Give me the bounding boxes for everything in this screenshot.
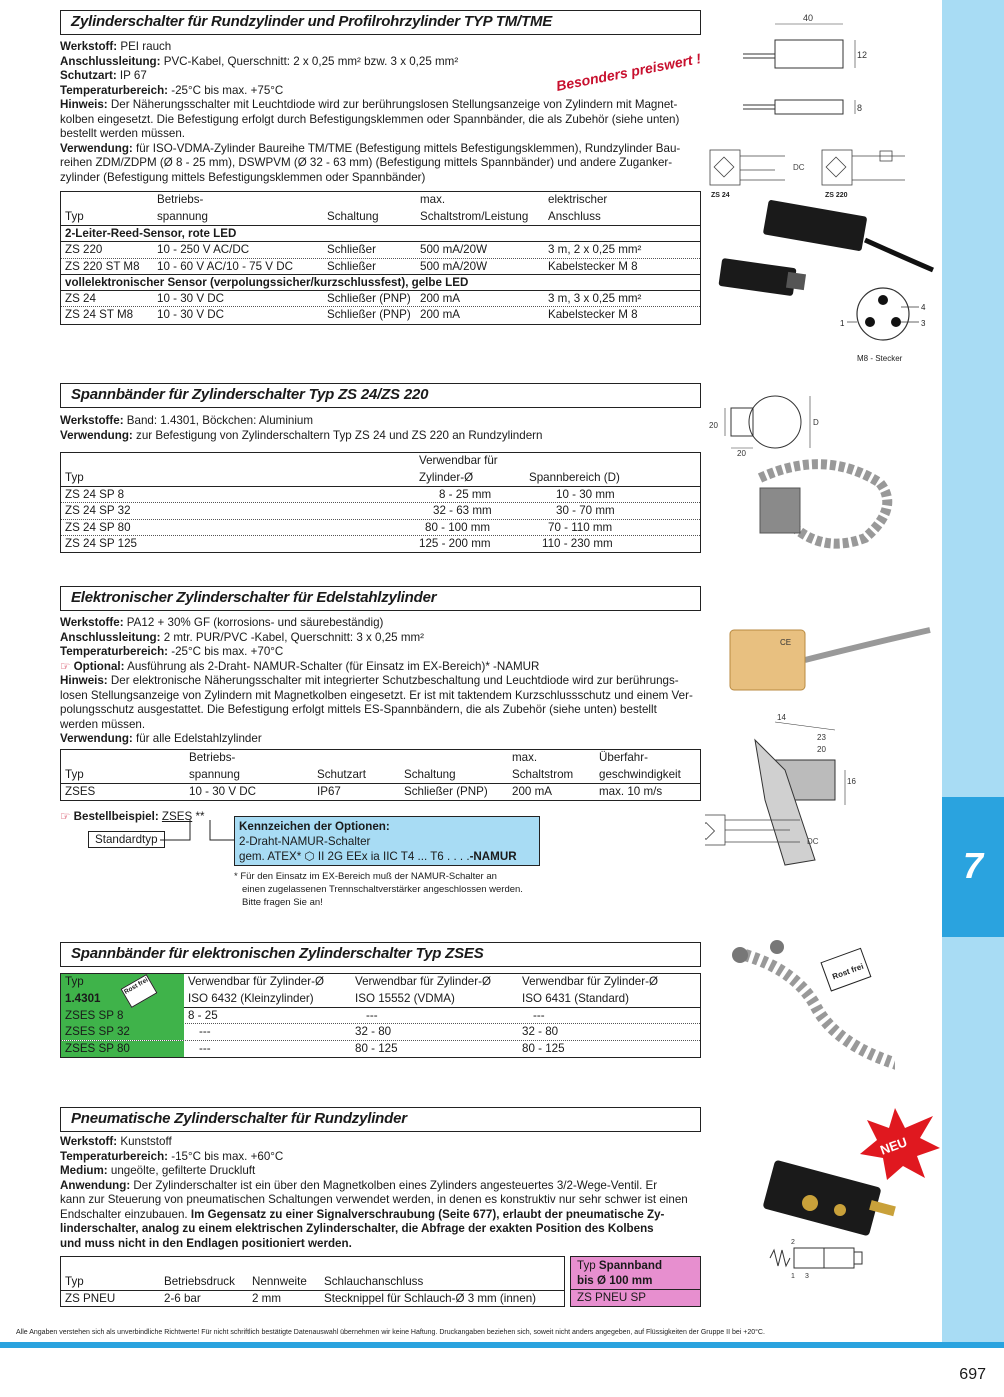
s2-line: Verwendung: zur Befestigung von Zylinderschaltern Typ ZS 24 und ZS 220 an Rundzylindern bbox=[60, 428, 543, 442]
stamp-preiswert: Besonders preiswert ! bbox=[554, 50, 703, 94]
table-row[interactable]: ZSES 10 - 30 V DC IP67 Schließer (PNP) 200 mA max. 10 m/s bbox=[65, 785, 663, 798]
footer-disclaimer: Alle Angaben verstehen sich als unverbindliche Richtwerte! Für nicht schriftlich bestätigte Datenauswahl übernehmen wir keine Haftung. Druckangaben beziehen sich, soweit nicht anders angegeben, auf Flüssigkeiten der Gruppe II bei +20°C. bbox=[16, 1329, 765, 1336]
dim-20: 20 bbox=[709, 421, 718, 430]
table-header: Betriebs- max. elektrischer bbox=[157, 193, 608, 206]
pneu-symbol-icon bbox=[770, 1248, 862, 1268]
table-zs-pneu bbox=[60, 1256, 565, 1307]
pin-3: 3 bbox=[921, 319, 926, 328]
table-row[interactable]: ZSES SP 32 --- 32 - 80 32 - 80 bbox=[61, 1024, 700, 1040]
s5-line: kann zur Steuerung von pneumatischen Schaltungen verwendet werden, in denen es konstruktiv nur sehr schwer ist einen bbox=[60, 1193, 688, 1206]
bottom-bar bbox=[0, 1342, 1004, 1348]
table-header: Verwendbar für bbox=[419, 454, 498, 467]
section-title-spannbaender: Spannbänder für Zylinderschalter Typ ZS 24/ZS 220 bbox=[60, 383, 701, 408]
zs220-label: ZS 220 bbox=[825, 192, 848, 199]
s5-line: Anwendung: Der Zylinderschalter ist ein über den Magnetkolben eines Zylinders angesteuertes 3/2-Wege-Ventil. Er bbox=[60, 1178, 658, 1192]
option-atex: gem. ATEX* ⬡ II 2G EEx ia IIC T4 ... T6 . . . .-NAMUR bbox=[239, 850, 517, 863]
s3-line: Temperaturbereich: -25°C bis max. +70°C bbox=[60, 645, 284, 658]
atex-footnote: * Für den Einsatz im EX-Bereich muß der NAMUR-Schalter an einen zugelassenen Trennschaltverstärker angeschlossen werden. Bitte fragen Sie an! bbox=[234, 871, 523, 908]
table-row[interactable]: ZS 24 10 - 30 V DC Schließer (PNP) 200 mA 3 m, 3 x 0,25 mm² bbox=[61, 291, 700, 307]
dim-8: 8 bbox=[857, 103, 863, 113]
s5-line: linderschalter, analog zu einem elektrischen Zylinderschalter, die Abfrage der exakten Position des Kolbens bbox=[60, 1222, 654, 1235]
dc-label: DC bbox=[807, 837, 819, 846]
s2-figures bbox=[705, 388, 925, 568]
s3-line: Werkstoffe: PA12 + 30% GF (korrosions- und säurebeständig) bbox=[60, 616, 384, 629]
rostfrei-stamp-text: Rost frei bbox=[831, 961, 865, 982]
s1-line: kolben eingesetzt. Die Befestigung erfolgt durch Befestigungsklemmen oder Spannbänder, die als Zubehör (siehe unten) bbox=[60, 112, 680, 126]
zses-mount-drawing-icon bbox=[755, 722, 845, 865]
pneu-valve-photo-icon bbox=[762, 1160, 895, 1237]
dc-label: DC bbox=[793, 163, 805, 172]
s5-line: Endschalter einzubauen. Im Gegensatz zu einer Signalverschraubung (Seite 677), erlaubt der pneumatische Zy- bbox=[60, 1207, 665, 1221]
table-row[interactable]: ZS 220 10 - 250 V AC/DC Schließer 500 mA/20W 3 m, 2 x 0,25 mm² bbox=[61, 242, 700, 258]
table-row[interactable]: ZS PNEU 2-6 bar 2 mm Stecknippel für Schlauch-Ø 3 mm (innen) bbox=[65, 1292, 536, 1305]
s2-text bbox=[60, 414, 542, 443]
s5-line: Temperaturbereich: -15°C bis max. +60°C bbox=[60, 1149, 284, 1163]
dim-40: 40 bbox=[803, 13, 814, 23]
section-title-edelstahl: Elektronischer Zylinderschalter für Edelstahlzylinder bbox=[60, 586, 701, 611]
m8-label: M8 - Stecker bbox=[857, 354, 903, 363]
table-tm-tme bbox=[60, 191, 701, 325]
table-header: Typ spannung Schutzart Schaltung Schaltstrom geschwindigkeit bbox=[61, 767, 700, 784]
band-drawing-icon bbox=[725, 396, 810, 448]
dim-23: 23 bbox=[817, 733, 826, 742]
table-row[interactable]: ZS 24 SP 32 32 - 63 mm 30 - 70 mm bbox=[61, 503, 700, 519]
table-header: Betriebs- max. Überfahr- bbox=[189, 751, 648, 764]
s3-figures bbox=[705, 620, 941, 890]
s1-line: Schutzart: IP 67 bbox=[60, 69, 147, 82]
zses-photo-icon bbox=[730, 630, 930, 690]
port-2: 2 bbox=[791, 1239, 795, 1246]
dimension-drawing-top bbox=[743, 24, 855, 114]
dim-12: 12 bbox=[857, 50, 868, 60]
ce-mark: CE bbox=[780, 638, 792, 647]
pink-accessory-box bbox=[570, 1256, 701, 1307]
order-connector-lines bbox=[150, 820, 240, 860]
neu-label: NEU bbox=[878, 1134, 910, 1158]
chapter-number: 7 bbox=[962, 845, 984, 886]
band-photo-icon bbox=[760, 464, 887, 543]
circuit-zs24-icon bbox=[710, 150, 785, 185]
s1-line: Anschlussleitung: PVC-Kabel, Querschnitt: 2 x 0,25 mm² bzw. 3 x 0,25 mm² bbox=[60, 54, 459, 68]
table-header: 1.4301 ISO 6432 (Kleinzylinder) ISO 15552 (VDMA) ISO 6431 (Standard) bbox=[61, 991, 700, 1008]
s1-line: Temperaturbereich: -25°C bis max. +75°C bbox=[60, 83, 284, 97]
s5-text bbox=[60, 1135, 688, 1251]
s3-line: Hinweis: Der elektronische Näherungsschalter mit integrierter Schutzbeschaltung und Leuchtdiode wird zur berührungs- bbox=[60, 674, 679, 687]
s3-line: losen Stellungsanzeige von Zylindern mit Magnetkolben eingesetzt. Er ist mit taktendem Kurzschlussschutz und einem Ver- bbox=[60, 688, 693, 702]
s1-line: Verwendung: für ISO-VDMA-Zylinder Baureihe TM/TME (Befestigung mittels Befestigungsklemmen), Rundzylinder Bau- bbox=[60, 141, 681, 155]
pin-4: 4 bbox=[921, 303, 926, 312]
options-title: Kennzeichen der Optionen: bbox=[239, 820, 390, 833]
table-zses-band bbox=[60, 973, 701, 1058]
dim-d: D bbox=[813, 418, 819, 427]
circuit-zs220-icon bbox=[822, 150, 905, 185]
pink-row[interactable]: ZS PNEU SP bbox=[571, 1290, 700, 1306]
option-namur: 2-Draht-NAMUR-Schalter bbox=[239, 835, 371, 848]
section-title-tm-tme: Zylinderschalter für Rundzylinder und Profilrohrzylinder TYP TM/TME bbox=[60, 10, 701, 35]
table-row[interactable]: ZS 24 SP 80 80 - 100 mm 70 - 110 mm bbox=[61, 520, 700, 536]
dim-14: 14 bbox=[777, 713, 786, 722]
s3-line: polungsschutz ausgestattet. Die Befestigung erfolgt mittels ES-Spannbändern, die als Zubehör (siehe unten) bestellt bbox=[60, 703, 657, 716]
table-row[interactable]: ZS 24 SP 8 8 - 25 mm 10 - 30 mm bbox=[61, 487, 700, 503]
s1-figures bbox=[705, 8, 941, 368]
port-1: 1 bbox=[791, 1273, 795, 1280]
pink-header: Typ Spannband bis Ø 100 mm bbox=[571, 1257, 700, 1290]
ex-icon: ⬡ bbox=[304, 850, 315, 863]
table-row[interactable]: ZSES SP 8 8 - 25 --- --- bbox=[61, 1008, 700, 1024]
table-header: Typ Zylinder-Ø Spannbereich (D) bbox=[61, 470, 700, 487]
s3-line: ☞ Optional: Ausführung als 2-Draht- NAMUR-Schalter (für Einsatz im EX-Bereich)* -NAMUR bbox=[60, 659, 540, 673]
table-zses bbox=[60, 749, 701, 801]
s5-line: Medium: ungeölte, gefilterte Druckluft bbox=[60, 1164, 256, 1177]
hand-pointer-icon: ☞ bbox=[60, 810, 74, 823]
port-3: 3 bbox=[805, 1273, 809, 1280]
s1-line: zylinder (Befestigung mittels Befestigungsklemmen oder Spannbänder) bbox=[60, 170, 426, 184]
section-title-zses-band: Spannbänder für elektronischen Zylinderschalter Typ ZSES bbox=[60, 942, 701, 967]
side-strip bbox=[942, 0, 1004, 1346]
s1-line: reihen ZDM/ZDPM (Ø 8 - 25 mm), DSWPVM (Ø 32 - 63 mm) (Befestigung mittels Spannbänder) und andere Zuganker- bbox=[60, 156, 673, 169]
options-box bbox=[234, 816, 540, 866]
s1-text bbox=[60, 40, 680, 185]
m8-connector-icon bbox=[847, 288, 919, 340]
section-title-pneumatisch: Pneumatische Zylinderschalter für Rundzylinder bbox=[60, 1107, 701, 1132]
s2-line: Werkstoffe: Band: 1.4301, Böckchen: Aluminium bbox=[60, 414, 314, 427]
s3-text bbox=[60, 616, 693, 747]
table-row[interactable]: ZS 24 ST M8 10 - 30 V DC Schließer (PNP) 200 mA Kabelstecker M 8 bbox=[65, 308, 638, 322]
s3-line: Anschlussleitung: 2 mtr. PUR/PVC -Kabel, Querschnitt: 3 x 0,25 mm² bbox=[60, 630, 425, 644]
table-header: Typ Verwendbar für Zylinder-Ø Verwendbar für Zylinder-Ø Verwendbar für Zylinder-Ø bbox=[61, 974, 700, 991]
table-header: Typ Betriebsdruck Nennweite Schlauchanschluss bbox=[61, 1274, 564, 1291]
rostfrei-badge: Rost frei bbox=[121, 974, 158, 1008]
table-row[interactable]: ZS 24 SP 125 125 - 200 mm 110 - 230 mm bbox=[65, 536, 613, 550]
table-row[interactable]: ZSES SP 80 --- 80 - 125 80 - 125 bbox=[61, 1041, 700, 1057]
table-row[interactable]: ZS 220 ST M8 10 - 60 V AC/10 - 75 V DC Schließer 500 mA/20W Kabelstecker M 8 bbox=[61, 259, 700, 275]
sensor-photo-icon bbox=[718, 200, 933, 297]
s4-figures bbox=[715, 935, 895, 1075]
s5-line: Werkstoff: Kunststoff bbox=[60, 1135, 172, 1148]
s3-line: werden müssen. bbox=[60, 717, 146, 731]
s5-figures bbox=[755, 1108, 940, 1293]
s3-line: Verwendung: für alle Edelstahlzylinder bbox=[60, 732, 262, 745]
table-header: Typ spannung Schaltung Schaltstrom/Leistung Anschluss bbox=[61, 209, 700, 226]
zses-band-photo-icon bbox=[732, 940, 895, 1065]
hand-pointer-icon: ☞ bbox=[60, 659, 74, 673]
pin-1: 1 bbox=[840, 319, 845, 328]
dim-20b: 20 bbox=[737, 449, 746, 458]
dim-20: 20 bbox=[817, 745, 826, 754]
dim-16: 16 bbox=[847, 777, 856, 786]
s1-line: bestellt werden müssen. bbox=[60, 127, 186, 140]
order-example: ☞ Bestellbeispiel: ZSES ** bbox=[60, 810, 205, 823]
group-header: 2-Leiter-Reed-Sensor, rote LED bbox=[61, 226, 700, 242]
s1-line: Werkstoff: PEI rauch bbox=[60, 40, 172, 53]
group-header: vollelektronischer Sensor (verpolungssicher/kurzschlussfest), gelbe LED bbox=[61, 275, 700, 291]
table-spannbaender bbox=[60, 452, 701, 553]
zs24-label: ZS 24 bbox=[711, 192, 730, 199]
page-number: 697 bbox=[959, 1366, 986, 1383]
standard-type-box: Standardtyp bbox=[88, 831, 165, 848]
s1-line: Hinweis: Der Näherungsschalter mit Leuchtdiode wird zur berührungslosen Stellungsanzeige von Zylindern mit Magnet- bbox=[60, 98, 678, 111]
s5-line: und muss nicht in den Endlagen positioniert werden. bbox=[60, 1236, 352, 1250]
